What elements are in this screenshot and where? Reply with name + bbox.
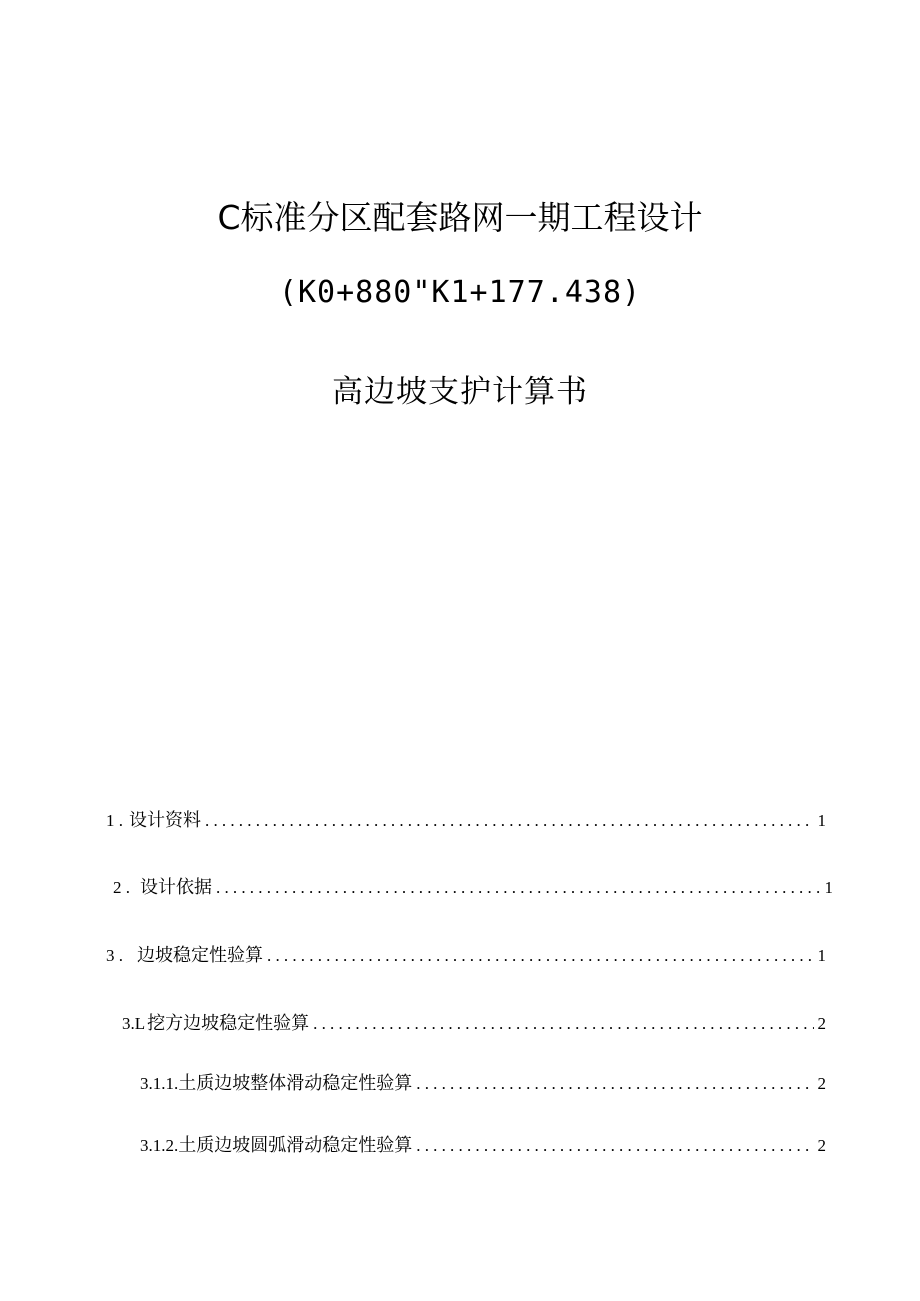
toc-entry-title: 土质边坡圆弧滑动稳定性验算 xyxy=(178,1135,413,1156)
toc-entry-page: 1 xyxy=(817,946,826,965)
toc-entry-design-data[interactable] xyxy=(106,806,826,832)
toc-entry-title: 设计依据 xyxy=(140,877,212,898)
toc-entry-slope-stability[interactable] xyxy=(106,941,826,967)
toc-entry-title: 土质边坡整体滑动稳定性验算 xyxy=(178,1073,413,1094)
toc-entry-title: 设计资料 xyxy=(129,810,201,831)
toc-dot-leader xyxy=(205,811,814,831)
toc-entry-circular-sliding[interactable] xyxy=(140,1131,826,1157)
document-title-chainage: (K0+880"K1+177.438) xyxy=(278,275,642,310)
toc-entry-page: 1 xyxy=(817,811,826,830)
toc-entry-number: 3.L xyxy=(122,1014,146,1033)
toc-dot-leader xyxy=(313,1014,813,1034)
document-subtitle: 高边坡支护计算书 xyxy=(332,374,588,410)
toc-entry-page: 1 xyxy=(824,878,833,897)
toc-entry-design-basis[interactable] xyxy=(113,873,833,899)
toc-entry-title: 边坡稳定性验算 xyxy=(137,945,263,966)
toc-entry-number: 2 . xyxy=(113,878,130,897)
document-title-main: C标准分区配套路网一期工程设计 xyxy=(217,198,703,237)
toc-entry-overall-sliding[interactable] xyxy=(140,1069,826,1095)
toc-entry-title: 挖方边坡稳定性验算 xyxy=(147,1013,310,1034)
toc-dot-leader xyxy=(416,1136,813,1156)
toc-dot-leader xyxy=(216,878,821,898)
toc-entry-page: 2 xyxy=(817,1136,826,1155)
toc-dot-leader xyxy=(267,946,814,966)
toc-entry-cut-slope-stability[interactable] xyxy=(122,1009,826,1035)
toc-entry-page: 2 xyxy=(817,1014,826,1033)
toc-entry-page: 2 xyxy=(817,1074,826,1093)
toc-dot-leader xyxy=(416,1074,813,1094)
toc-entry-number: 3.1.2. xyxy=(140,1136,179,1155)
toc-entry-number: 3 . xyxy=(106,946,123,965)
toc-entry-number: 3.1.1. xyxy=(140,1074,179,1093)
toc-entry-number: 1 . xyxy=(106,811,123,830)
